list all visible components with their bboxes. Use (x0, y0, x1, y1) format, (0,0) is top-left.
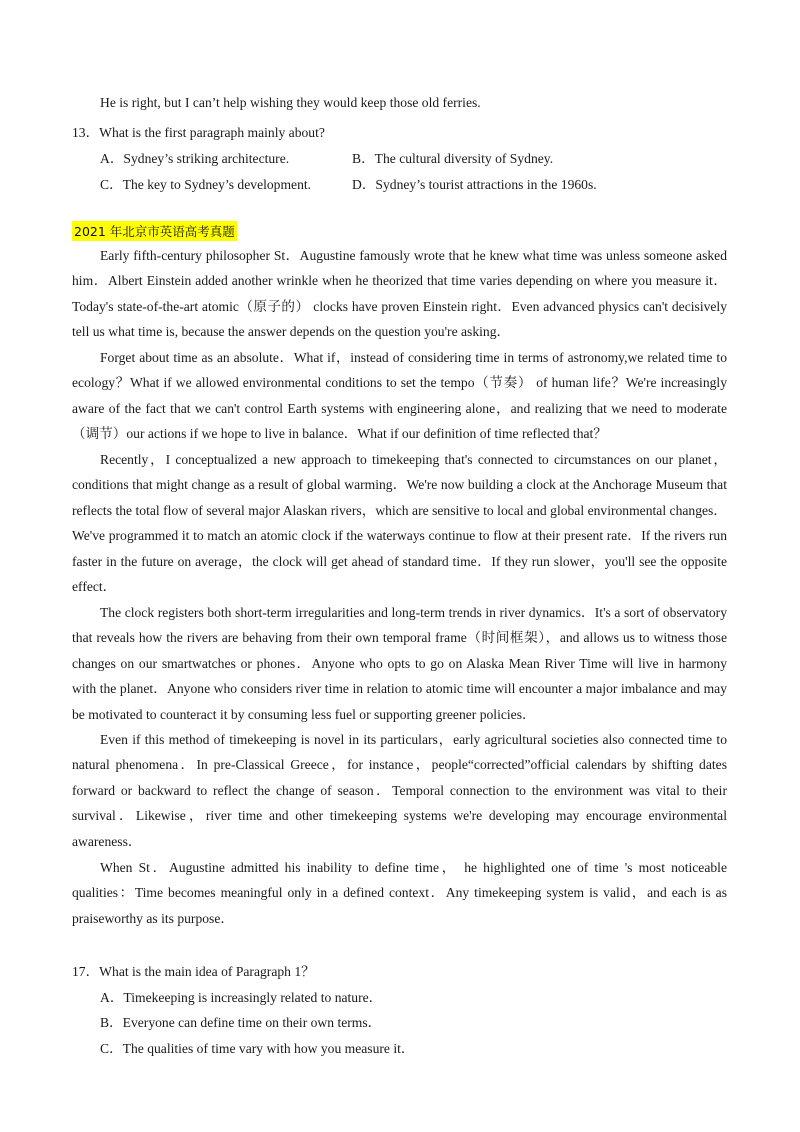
section-heading: 2021 年北京市英语高考真题 (72, 221, 237, 241)
question-17-option-c: C．The qualities of time vary with how you measure it． (100, 1041, 415, 1056)
question-13-option-b: B．The cultural diversity of Sydney. (352, 151, 554, 166)
passage-paragraph-2: Forget about time as an absolute．What if，instead of considering time in terms of astronomy,we related time to ecology？What if we allowed environmental conditions to set the tempo（节奏） of human life？We're increasingly aware of the fact that we can't control Earth systems with engineering alone，and realizing that we need to moderate（调节）our actions if we hope to live in balance．What if our definition of time reflected that？ (72, 350, 727, 442)
passage-paragraph-4: The clock registers both short-term irregularities and long-term trends in river dynamics．It's a sort of observatory that reveals how the rivers are behaving from their own temporal frame（时间框架），and allows us to witness those changes on our smartwatches or phones．Anyone who opts to go on Alaska Mean River Time will live in harmony with the planet．Anyone who considers river time in relation to atomic time will encounter a major imbalance and may be motivated to counteract it by consuming less fuel or supporting greener policies． (72, 605, 727, 722)
question-17-option-a: A．Timekeeping is increasingly related to nature． (100, 990, 383, 1005)
closing-line: He is right, but I can’t help wishing they would keep those old ferries. (100, 95, 481, 110)
question-17-stem: 17．What is the main idea of Paragraph 1？ (72, 964, 315, 979)
question-17-option-b: B．Everyone can define time on their own terms． (100, 1015, 382, 1030)
passage-paragraph-6: When St．Augustine admitted his inability to define time， he highlighted one of time 's most noticeable qualities：Time becomes meaningful only in a defined context．Any timekeeping system is valid，and each is as praiseworthy as its purpose． (72, 860, 727, 926)
question-13-option-d: D．Sydney’s tourist attractions in the 1960s. (352, 177, 597, 192)
passage-paragraph-1: Early fifth-century philosopher St．Augustine famously wrote that he knew what time was unless someone asked him．Albert Einstein added another wrinkle when he theorized that time varies depending on where you measure it．Today's state-of-the-art atomic（原子的） clocks have proven Einstein right．Even advanced physics can't decisively tell us what time is, because the answer depends on the question you're asking． (72, 248, 727, 340)
question-13-option-c: C．The key to Sydney’s development. (100, 177, 312, 192)
question-13-stem: 13．What is the first paragraph mainly about? (72, 125, 325, 140)
passage-paragraph-5: Even if this method of timekeeping is novel in its particulars，early agricultural societies also connected time to natural phenomena．In pre-Classical Greece，for instance，people“corrected”official calendars by shifting dates forward or backward to reflect the change of season．Temporal connection to the environment was vital to their survival．Likewise，river time and other timekeeping systems we're developing may encourage environmental awareness． (72, 732, 727, 849)
passage-paragraph-3: Recently，I conceptualized a new approach to timekeeping that's connected to circumstances on our planet，conditions that might change as a result of global warming．We're now building a clock at the Anchorage Museum that reflects the total flow of several major Alaskan rivers，which are sensitive to local and global environmental changes．We've programmed it to match an atomic clock if the waterways continue to flow at their present rate．If the rivers run faster in the future on average，the clock will get ahead of standard time．If they run slower，you'll see the opposite effect． (72, 452, 727, 595)
question-13-option-a: A．Sydney’s striking architecture. (100, 151, 290, 166)
